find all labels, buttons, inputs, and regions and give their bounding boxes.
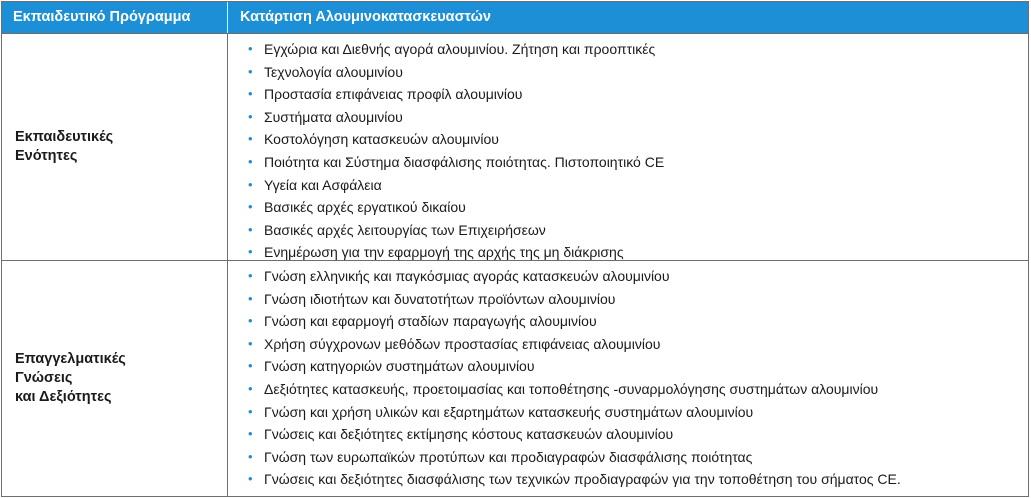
list-item-text: Κοστολόγηση κατασκευών αλουμινίου bbox=[264, 131, 499, 148]
row-label-line: Γνώσεις bbox=[15, 370, 73, 386]
bullet-icon: • bbox=[248, 63, 253, 79]
bullet-icon: • bbox=[248, 335, 253, 351]
list-item-text: Υγεία και Ασφάλεια bbox=[264, 176, 382, 193]
row-label-units bbox=[2, 34, 228, 260]
list-item bbox=[228, 423, 1028, 446]
list-item bbox=[228, 265, 1028, 288]
program-table bbox=[1, 1, 1029, 497]
list-item-text: Εγχώρια και Διεθνής αγορά αλουμινίου. Ζήτηση και προοπτικές bbox=[264, 41, 656, 57]
bullet-icon: • bbox=[248, 86, 253, 102]
bullet-list bbox=[228, 38, 1028, 264]
bullet-icon: • bbox=[248, 380, 253, 396]
bullet-icon: • bbox=[248, 313, 253, 329]
list-item-text: Γνώσεις και δεξιότητες εκτίμησης κόστους κατασκευών αλουμινίου bbox=[264, 426, 674, 443]
list-item bbox=[228, 128, 1028, 151]
list-item-text: Γνώση ιδιοτήτων και δυνατοτήτων προϊόντων αλουμινίου bbox=[264, 290, 616, 307]
list-item bbox=[228, 310, 1028, 333]
bullet-icon: • bbox=[248, 108, 253, 124]
header-col-program: Εκπαιδευτικό Πρόγραμμα bbox=[2, 2, 228, 33]
table-header bbox=[2, 2, 1028, 33]
list-item bbox=[228, 446, 1028, 469]
bullet-icon: • bbox=[248, 290, 253, 306]
list-item bbox=[228, 468, 1028, 491]
list-item-text: Γνώση και χρήση υλικών και εξαρτημάτων κατασκευής συστημάτων αλουμινίου bbox=[264, 403, 754, 420]
list-item bbox=[228, 174, 1028, 197]
list-item-text: Ποιότητα και Σύστημα διασφάλισης ποιότητας. Πιστοποιητικό CE bbox=[264, 153, 665, 170]
list-item bbox=[228, 61, 1028, 84]
bullet-icon: • bbox=[248, 41, 253, 56]
list-item-text: Βασικές αρχές λειτουργίας των Επιχειρήσεων bbox=[264, 221, 546, 238]
bullet-icon: • bbox=[248, 403, 253, 419]
row-label-skills bbox=[2, 261, 228, 496]
bullet-icon: • bbox=[248, 268, 253, 283]
bullet-icon: • bbox=[248, 471, 253, 487]
list-item bbox=[228, 196, 1028, 219]
row-items-skills bbox=[228, 261, 1028, 496]
bullet-icon: • bbox=[248, 221, 253, 237]
row-label-line: Εκπαιδευτικές bbox=[15, 129, 114, 145]
list-item-text: Χρήση σύγχρονων μεθόδων προστασίας επιφάνειας αλουμινίου bbox=[264, 335, 661, 352]
list-item bbox=[228, 333, 1028, 356]
bullet-icon: • bbox=[248, 131, 253, 147]
bullet-icon: • bbox=[248, 176, 253, 192]
bullet-icon: • bbox=[248, 358, 253, 374]
list-item bbox=[228, 241, 1028, 264]
row-label-line: Επαγγελματικές bbox=[15, 351, 126, 367]
list-item bbox=[228, 355, 1028, 378]
list-item bbox=[228, 288, 1028, 311]
list-item-text: Βασικές αρχές εργατικού δικαίου bbox=[264, 199, 466, 216]
list-item-text: Γνώση κατηγοριών συστημάτων αλουμινίου bbox=[264, 358, 535, 375]
bullet-icon: • bbox=[248, 199, 253, 215]
bullet-icon: • bbox=[248, 448, 253, 464]
bullet-icon: • bbox=[248, 244, 253, 260]
list-item-text: Προστασία επιφάνειας προφίλ αλουμινίου bbox=[264, 86, 523, 103]
list-item bbox=[228, 378, 1028, 401]
list-item bbox=[228, 83, 1028, 106]
bullet-icon: • bbox=[248, 153, 253, 169]
table-row-skills bbox=[2, 260, 1028, 496]
row-items-units bbox=[228, 34, 1028, 260]
list-item bbox=[228, 106, 1028, 129]
list-item-text: Συστήματα αλουμινίου bbox=[264, 108, 403, 125]
row-label-line: Ενότητες bbox=[15, 148, 78, 164]
bullet-list bbox=[228, 265, 1028, 491]
list-item-text: Τεχνολογία αλουμινίου bbox=[264, 63, 403, 80]
header-col-title: Κατάρτιση Αλουμινοκατασκευαστών bbox=[240, 9, 491, 25]
list-item bbox=[228, 219, 1028, 242]
row-label-line: και Δεξιότητες bbox=[15, 389, 112, 405]
table-row-units bbox=[2, 33, 1028, 260]
list-item bbox=[228, 401, 1028, 424]
list-item-text: Γνώση ελληνικής και παγκόσμιας αγοράς κατασκευών αλουμινίου bbox=[264, 268, 670, 284]
bullet-icon: • bbox=[248, 426, 253, 442]
list-item-text: Γνώση των ευρωπαϊκών προτύπων και προδιαγραφών διασφάλισης ποιότητας bbox=[264, 448, 753, 465]
list-item-text: Ενημέρωση για την εφαρμογή της αρχής της μη διάκρισης bbox=[264, 244, 624, 261]
list-item-text: Δεξιότητες κατασκευής, προετοιμασίας και τοποθέτησης -συναρμολόγησης συστημάτων αλουμινίου bbox=[264, 380, 879, 397]
list-item-text: Γνώσεις και δεξιότητες διασφάλισης των τεχνικών προδιαγραφών για την τοποθέτηση του σήματος CE. bbox=[264, 471, 901, 488]
list-item bbox=[228, 38, 1028, 61]
list-item-text: Γνώση και εφαρμογή σταδίων παραγωγής αλουμινίου bbox=[264, 313, 597, 330]
list-item bbox=[228, 151, 1028, 174]
